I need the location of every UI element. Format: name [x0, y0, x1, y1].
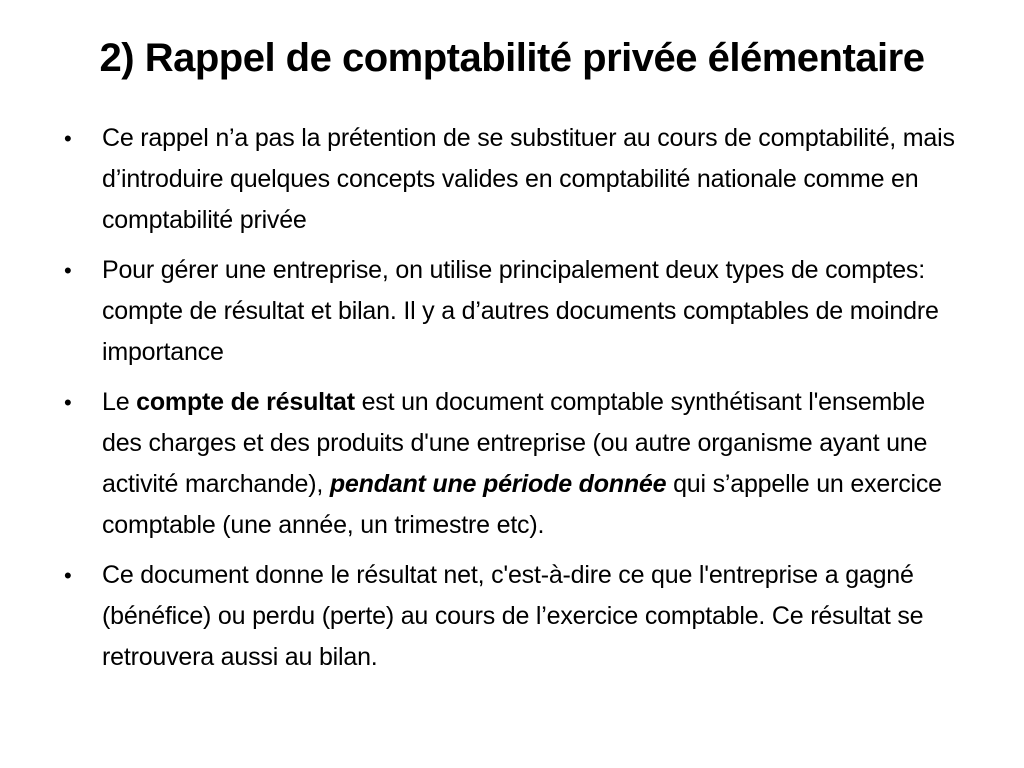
bullet-text: Pour gérer une entreprise, on utilise principalement deux types de comptes: compte de résultat et bilan. Il y a d’autres documents comptables de moindre importance	[102, 256, 939, 366]
bold-italic-phrase: pendant une période donnée	[329, 470, 667, 498]
bullet-marker: •	[64, 126, 72, 151]
bullet-item-1	[62, 118, 962, 241]
bullet-marker: •	[64, 390, 72, 415]
bold-term: compte de résultat	[136, 388, 355, 416]
bullet-text: Ce document donne le résultat net, c'est-à-dire ce que l'entreprise a gagné (bénéfice) ou perdu (perte) au cours de l’exercice comptable. Ce résultat se retrouvera aussi au bilan.	[102, 561, 924, 671]
bullet-text-part: Le	[102, 388, 137, 416]
bullet-item-3	[62, 382, 962, 546]
bullet-marker: •	[64, 563, 72, 588]
bullet-text-part: qui s’appelle un exercice comptable (une année, un trimestre etc).	[102, 470, 942, 539]
bullet-text-part: est un document comptable synthétisant l'ensemble des charges et des produits d'une entreprise (ou autre organisme ayant une activité marchande),	[102, 388, 928, 498]
bullet-marker: •	[64, 258, 72, 283]
slide-title: 2) Rappel de comptabilité privée élémentaire	[99, 36, 925, 80]
bullet-list	[62, 118, 962, 687]
bullet-text: Ce rappel n’a pas la prétention de se substituer au cours de comptabilité, mais d’introduire quelques concepts valides en comptabilité nationale comme en comptabilité privée	[102, 124, 955, 234]
bullet-item-4	[62, 555, 962, 678]
bullet-item-2	[62, 250, 962, 373]
